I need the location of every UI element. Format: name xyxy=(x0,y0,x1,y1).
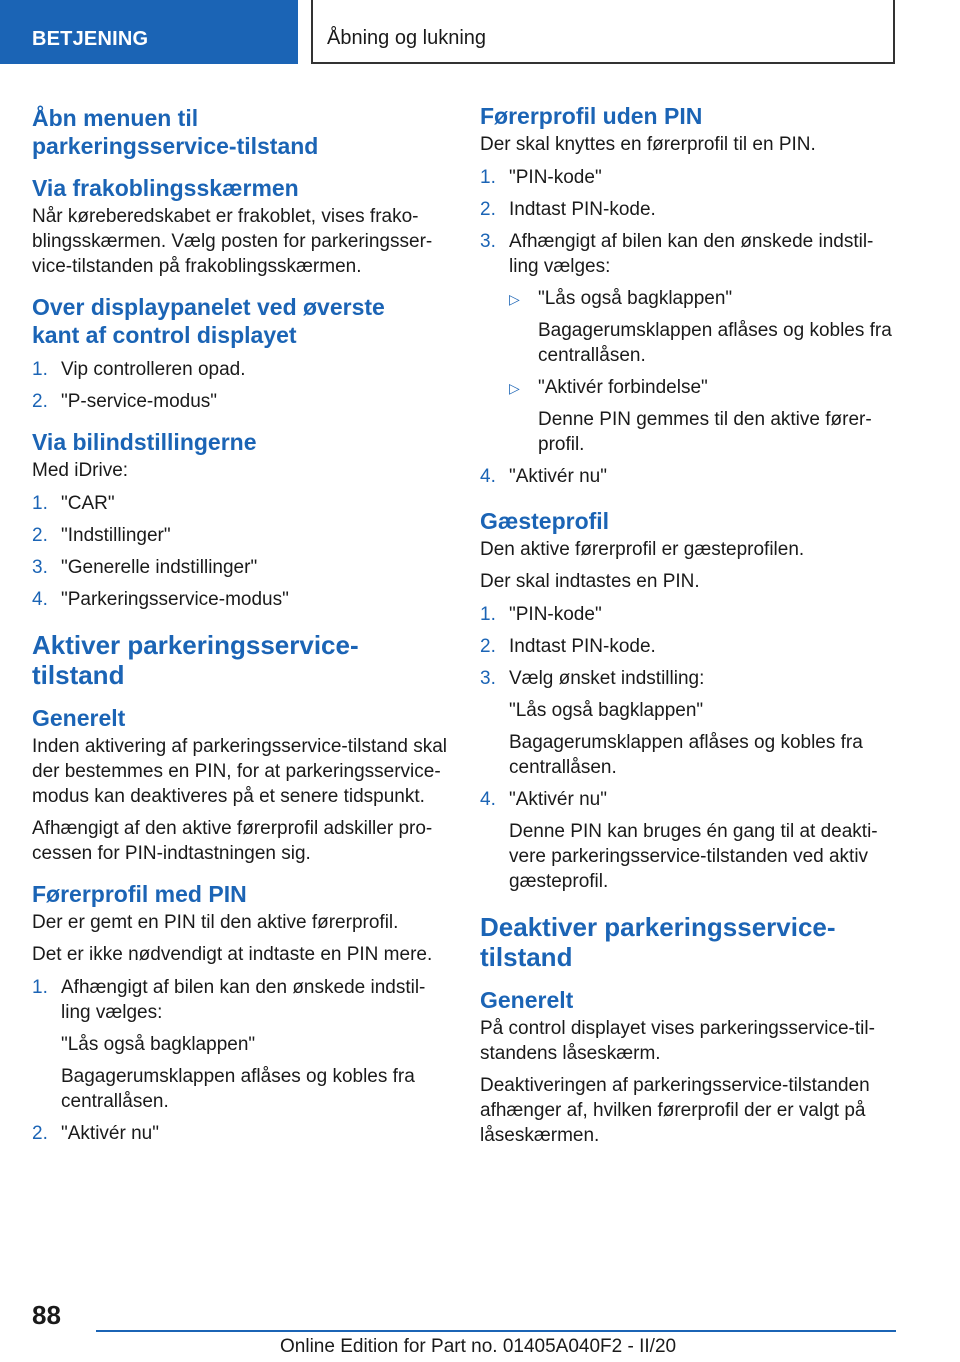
option-title: "Lås også bagklappen" xyxy=(538,288,733,309)
step-number: 2. xyxy=(32,1123,48,1144)
step-body xyxy=(61,975,452,1114)
steps-list xyxy=(32,357,452,414)
step-number: 2. xyxy=(32,525,48,546)
heading-deaktiver xyxy=(480,912,900,972)
step-text: "PIN-kode" xyxy=(509,604,602,625)
text-line: Vælg ønsket indstilling: xyxy=(509,668,705,689)
heading-line: Over displaypanelet ved øverste xyxy=(32,294,385,320)
option-bullet xyxy=(509,375,900,457)
list-item xyxy=(480,229,900,457)
step-body xyxy=(509,229,900,457)
text-line: På control displayet vises parkeringsservice-til‐ xyxy=(480,1018,875,1039)
list-item xyxy=(32,555,452,580)
option-title: "Aktivér forbindelse" xyxy=(538,377,708,398)
option-desc: Denne PIN kan bruges én gang til at deakti‐ xyxy=(509,821,878,842)
left-column xyxy=(32,98,452,1156)
triangle-bullet-icon: ▷ xyxy=(509,291,520,307)
step-number: 1. xyxy=(480,167,496,188)
text-line: Deaktiveringen af parkeringsservice-tilstanden xyxy=(480,1075,870,1096)
step-text: "CAR" xyxy=(61,493,115,514)
option-desc: vere parkeringsservice-tilstanden ved aktiv xyxy=(509,846,869,867)
list-item xyxy=(32,975,452,1114)
text-line: cessen for PIN-indtastningen sig. xyxy=(32,843,311,864)
heading-line: Aktiver parkeringsservice‐ xyxy=(32,630,359,660)
text-line: Inden aktivering af parkeringsservice-tilstand skal xyxy=(32,736,448,757)
list-item xyxy=(480,602,900,627)
step-number: 4. xyxy=(32,589,48,610)
step-text: "P-service-modus" xyxy=(61,391,218,412)
option-desc: Bagagerumsklappen aflåses og kobles fra xyxy=(509,732,863,753)
option-desc: Bagagerumsklappen aflåses og kobles fra xyxy=(538,320,892,341)
footer-edition: Online Edition for Part no. 01405A040F2 - II/20 xyxy=(280,1336,677,1357)
paragraph xyxy=(32,816,452,866)
text-line: afhænger af, hvilken førerprofil der er valgt på xyxy=(480,1100,866,1121)
heading-line: parkeringsservice-tilstand xyxy=(32,133,319,159)
heading-over-display xyxy=(32,293,452,349)
paragraph: Der skal indtastes en PIN. xyxy=(480,571,700,592)
section-tab: BETJENING xyxy=(0,0,298,64)
page-number: 88 xyxy=(32,1300,61,1330)
footer-divider xyxy=(96,1330,896,1332)
list-item xyxy=(32,357,452,382)
heading-aktiver xyxy=(32,630,452,690)
paragraph xyxy=(480,1073,900,1148)
chapter-title: Åbning og lukning xyxy=(311,0,895,64)
text-line: der bestemmes en PIN, for at parkeringsservice- xyxy=(32,761,441,782)
step-number: 2. xyxy=(480,199,496,220)
text-line: ling vælges: xyxy=(61,1002,163,1023)
step-text: "Aktivér nu" xyxy=(61,1123,159,1144)
heading-line: Åbn menuen til xyxy=(32,105,199,131)
text-line: blingsskærmen. Vælg posten for parkeringsser‐ xyxy=(32,231,433,252)
list-item xyxy=(480,666,900,780)
paragraph: Med iDrive: xyxy=(32,460,129,481)
list-item xyxy=(32,587,452,612)
heading-med-pin: Førerprofil med PIN xyxy=(32,881,247,907)
step-number: 4. xyxy=(480,466,496,487)
heading-line: tilstand xyxy=(32,660,125,690)
bullet-body xyxy=(538,375,900,457)
heading-line: kant af control displayet xyxy=(32,322,297,348)
step-number: 1. xyxy=(32,977,48,998)
step-body xyxy=(509,787,900,894)
step-number: 3. xyxy=(32,557,48,578)
option-title: "Lås også bagklappen" xyxy=(509,700,704,721)
list-item xyxy=(32,523,452,548)
list-item xyxy=(480,787,900,894)
heading-generelt: Generelt xyxy=(480,987,574,1013)
heading-via-frakob: Via frakoblingsskærmen xyxy=(32,175,299,201)
text-line: "Aktivér nu" xyxy=(509,789,607,810)
step-number: 3. xyxy=(480,668,496,689)
paragraph xyxy=(480,1016,900,1066)
step-text: Indtast PIN-kode. xyxy=(509,636,656,657)
heading-via-bil: Via bilindstillingerne xyxy=(32,429,257,455)
right-column xyxy=(480,98,900,1155)
heading-generelt: Generelt xyxy=(32,705,126,731)
step-number: 2. xyxy=(32,391,48,412)
option-desc: Bagagerumsklappen aflåses og kobles fra xyxy=(61,1066,415,1087)
heading-line: tilstand xyxy=(480,942,573,972)
heading-gaesteprofil: Gæsteprofil xyxy=(480,508,610,534)
text-line: ling vælges: xyxy=(509,256,611,277)
option-desc: centrallåsen. xyxy=(509,757,617,778)
step-number: 2. xyxy=(480,636,496,657)
option-desc: Denne PIN gemmes til den aktive fører‐ xyxy=(538,409,872,430)
option-desc: centrallåsen. xyxy=(61,1091,169,1112)
text-line: låseskærmen. xyxy=(480,1125,600,1146)
step-body xyxy=(509,666,900,780)
list-item xyxy=(32,1121,452,1146)
step-text: "Indstillinger" xyxy=(61,525,171,546)
step-text: Vip controlleren opad. xyxy=(61,359,246,380)
text-line: modus kan deaktiveres på et senere tidspunkt. xyxy=(32,786,425,807)
paragraph: Der skal knyttes en førerprofil til en PIN. xyxy=(480,134,816,155)
paragraph xyxy=(32,734,452,809)
step-text: "PIN-kode" xyxy=(509,167,602,188)
paragraph: Den aktive førerprofil er gæsteprofilen. xyxy=(480,539,805,560)
steps-list xyxy=(32,975,452,1146)
list-item xyxy=(32,491,452,516)
list-item xyxy=(480,634,900,659)
option-desc: gæsteprofil. xyxy=(509,871,609,892)
list-item xyxy=(480,464,900,489)
heading-uden-pin: Førerprofil uden PIN xyxy=(480,103,703,129)
text-line: Afhængigt af bilen kan den ønskede indstil‐ xyxy=(509,231,874,252)
paragraph xyxy=(32,204,452,279)
list-item xyxy=(480,197,900,222)
list-item xyxy=(480,165,900,190)
list-item xyxy=(32,389,452,414)
text-line: vice-tilstanden på frakoblingsskærmen. xyxy=(32,256,362,277)
steps-list xyxy=(480,165,900,489)
heading-line: Deaktiver parkeringsservice‐ xyxy=(480,912,836,942)
steps-list xyxy=(32,491,452,612)
step-number: 1. xyxy=(32,493,48,514)
step-text: Indtast PIN-kode. xyxy=(509,199,656,220)
step-text: "Parkeringsservice-modus" xyxy=(61,589,289,610)
step-number: 4. xyxy=(480,789,496,810)
paragraph: Der er gemt en PIN til den aktive førerprofil. xyxy=(32,912,399,933)
text-line: standens låseskærm. xyxy=(480,1043,661,1064)
step-text: "Aktivér nu" xyxy=(509,466,607,487)
step-text: "Generelle indstillinger" xyxy=(61,557,258,578)
text-line: Når køreberedskabet er frakoblet, vises frako‐ xyxy=(32,206,419,227)
steps-list xyxy=(480,602,900,894)
text-line: Afhængigt af den aktive førerprofil adskiller pro‐ xyxy=(32,818,433,839)
step-number: 1. xyxy=(480,604,496,625)
bullet-body xyxy=(538,286,900,368)
option-title: "Lås også bagklappen" xyxy=(61,1034,256,1055)
paragraph: Det er ikke nødvendigt at indtaste en PIN mere. xyxy=(32,944,433,965)
option-desc: profil. xyxy=(538,434,585,455)
heading-open-menu xyxy=(32,104,452,160)
option-bullet xyxy=(509,286,900,368)
option-desc: centrallåsen. xyxy=(538,345,646,366)
step-number: 1. xyxy=(32,359,48,380)
triangle-bullet-icon: ▷ xyxy=(509,380,520,396)
text-line: Afhængigt af bilen kan den ønskede indstil‐ xyxy=(61,977,426,998)
step-number: 3. xyxy=(480,231,496,252)
